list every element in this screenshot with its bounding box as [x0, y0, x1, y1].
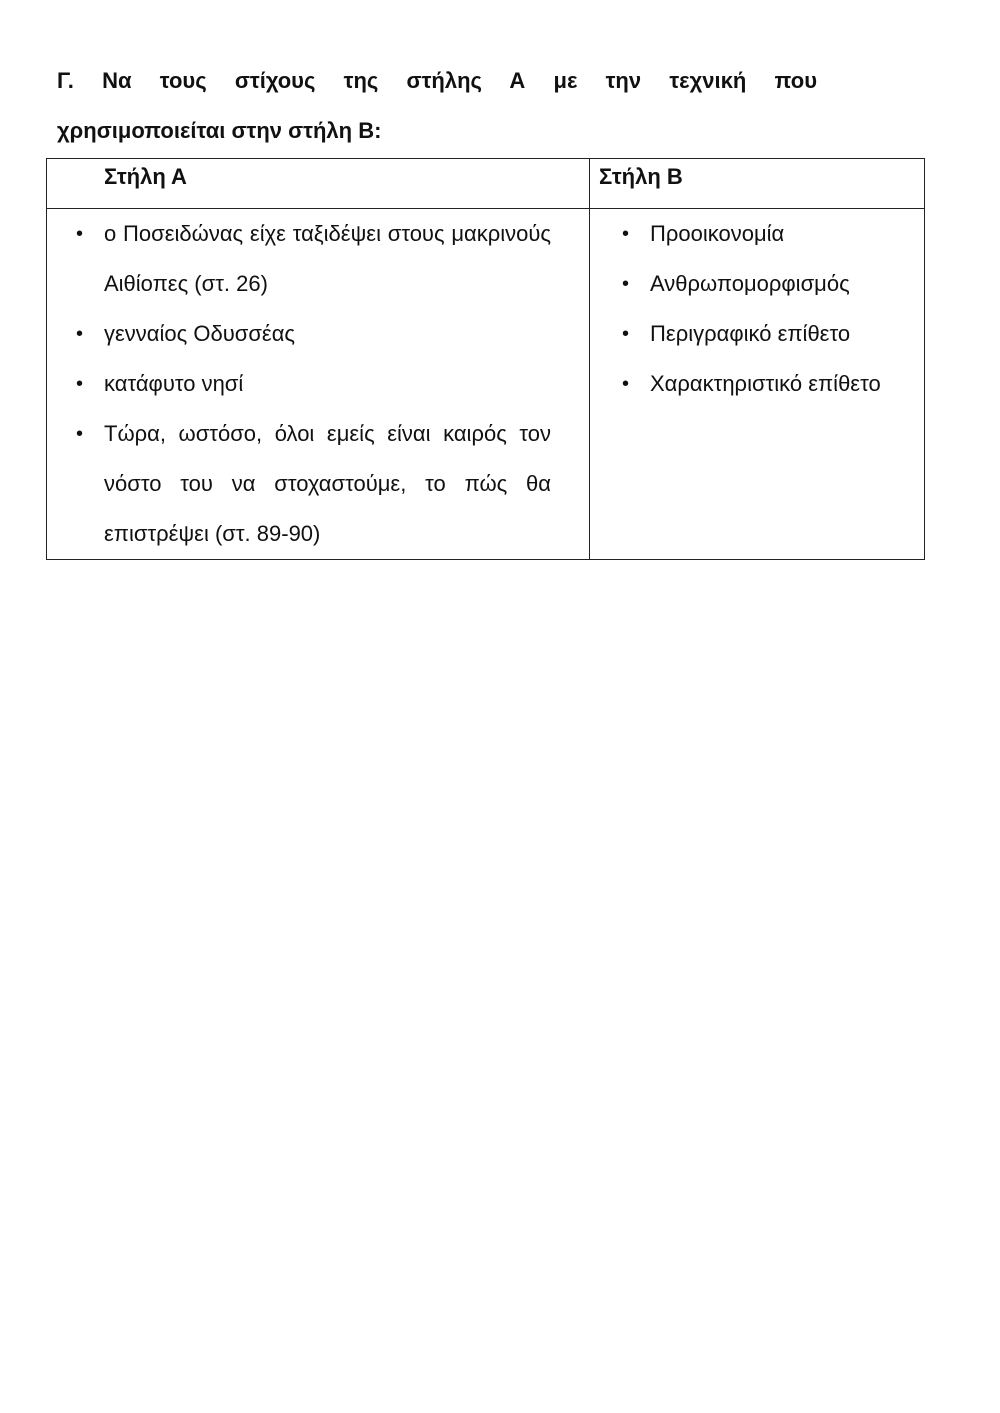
list-item — [76, 359, 551, 409]
table-header-row — [47, 159, 925, 209]
column-b-cell — [590, 209, 925, 560]
list-item — [76, 209, 551, 309]
list-item-text: Περιγραφικό επίθετο — [650, 321, 851, 346]
bullet-icon: • — [622, 223, 630, 245]
list-item — [622, 209, 904, 259]
instruction-line-1: Γ. Να τους στίχους της στήλης Α με την τεχνική που — [57, 68, 817, 93]
bullet-icon: • — [622, 273, 630, 295]
list-item-text: ο Ποσειδώνας είχε ταξιδέψει στους μακρινούς Αιθίοπες (στ. 26) — [104, 221, 551, 296]
exercise-instruction — [57, 56, 817, 156]
bullet-icon: • — [622, 373, 630, 395]
matching-table — [46, 158, 925, 560]
bullet-icon: • — [76, 223, 84, 245]
list-item-text: Χαρακτηριστικό επίθετο — [650, 371, 881, 396]
column-a-header: Στήλη Α — [47, 159, 590, 209]
bullet-icon: • — [622, 323, 630, 345]
column-b-header: Στήλη Β — [590, 159, 925, 209]
table-body-row — [47, 209, 925, 560]
list-item — [622, 259, 904, 309]
list-item — [76, 309, 551, 359]
list-item-text: Ανθρωπομορφισμός — [650, 271, 850, 296]
column-a-cell — [47, 209, 590, 560]
column-b-list — [590, 209, 924, 409]
list-item — [622, 309, 904, 359]
list-item-text: κατάφυτο νησί — [104, 371, 244, 396]
list-item — [622, 359, 904, 409]
list-item-text: Τώρα, ωστόσο, όλοι εμείς είναι καιρός τον νόστο του να στοχαστούμε, το πώς θα επιστρέψει (στ. 89-90) — [104, 421, 551, 546]
column-a-list — [47, 209, 589, 559]
bullet-icon: • — [76, 373, 84, 395]
instruction-line-2: χρησιμοποιείται στην στήλη Β: — [57, 118, 382, 143]
bullet-icon: • — [76, 323, 84, 345]
bullet-icon: • — [76, 423, 84, 445]
list-item-text: γενναίος Οδυσσέας — [104, 321, 296, 346]
list-item — [76, 409, 551, 559]
list-item-text: Προοικονομία — [650, 221, 785, 246]
